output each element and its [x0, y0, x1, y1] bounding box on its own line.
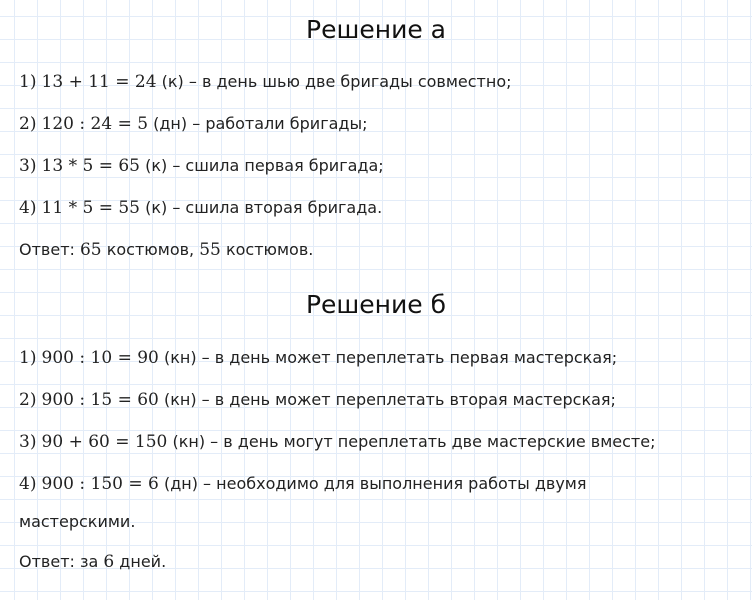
step-unit: (к) [145, 198, 168, 217]
step-number: 4) [19, 198, 37, 218]
step-text: – в день может переплетать вторая мастерская; [196, 390, 616, 409]
answer-value-1: 6 [103, 552, 115, 572]
section-a-heading: Решение а [306, 15, 446, 44]
step-unit: (к) [161, 72, 184, 91]
section-a-step-4 [19, 196, 382, 220]
step-text: – необходимо для выполнения работы двумя [197, 474, 587, 493]
section-a-answer [19, 238, 313, 262]
step-text: – в день могут переплетать две мастерские вместе; [205, 432, 656, 451]
step-text: – сшила первая бригада; [167, 156, 384, 175]
step-text: – в день шью две бригады совместно; [183, 72, 512, 91]
step-number: 1) [19, 348, 37, 368]
answer-text-1: дней. [114, 552, 167, 571]
section-a-step-3 [19, 154, 384, 178]
step-expression: 13 + 11 = 24 [41, 72, 157, 92]
section-b-step-2 [19, 388, 616, 412]
answer-value-2: 55 [199, 240, 221, 260]
step-unit: (дн) [163, 474, 198, 493]
step-text: – работали бригады; [187, 114, 368, 133]
step-number: 2) [19, 390, 37, 410]
step-expression: 900 : 150 = 6 [41, 474, 159, 494]
step-expression: 11 * 5 = 55 [41, 198, 140, 218]
step-text: мастерскими. [19, 512, 136, 531]
answer-text-1: костюмов, [101, 240, 200, 259]
answer-text-2: костюмов. [220, 240, 314, 259]
section-b [0, 285, 752, 325]
step-text: – сшила вторая бригада. [167, 198, 383, 217]
answer-label: Ответ: за [19, 552, 104, 571]
step-number: 3) [19, 432, 37, 452]
step-expression: 13 * 5 = 65 [41, 156, 140, 176]
section-b-step-4 [19, 472, 587, 496]
step-expression: 900 : 15 = 60 [41, 390, 159, 410]
step-unit: (кн) [163, 390, 197, 409]
step-number: 2) [19, 114, 37, 134]
section-b-heading: Решение б [305, 290, 447, 319]
step-unit: (кн) [172, 432, 206, 451]
step-number: 1) [19, 72, 37, 92]
step-expression: 90 + 60 = 150 [41, 432, 168, 452]
step-expression: 900 : 10 = 90 [41, 348, 159, 368]
step-number: 3) [19, 156, 37, 176]
section-b-step-1 [19, 346, 617, 370]
section-b-answer [19, 550, 166, 574]
step-unit: (кн) [163, 348, 197, 367]
step-unit: (дн) [153, 114, 188, 133]
step-expression: 120 : 24 = 5 [41, 114, 149, 134]
step-unit: (к) [145, 156, 168, 175]
section-b-step-3 [19, 430, 655, 454]
section-a-step-1 [19, 70, 512, 94]
step-number: 4) [19, 474, 37, 494]
answer-value-1: 65 [79, 240, 102, 260]
section-a [0, 10, 752, 50]
step-text: – в день может переплетать первая мастерская; [196, 348, 618, 367]
section-a-step-2 [19, 112, 367, 136]
answer-label: Ответ: [19, 240, 80, 259]
section-b-step-4-continuation [19, 510, 135, 534]
